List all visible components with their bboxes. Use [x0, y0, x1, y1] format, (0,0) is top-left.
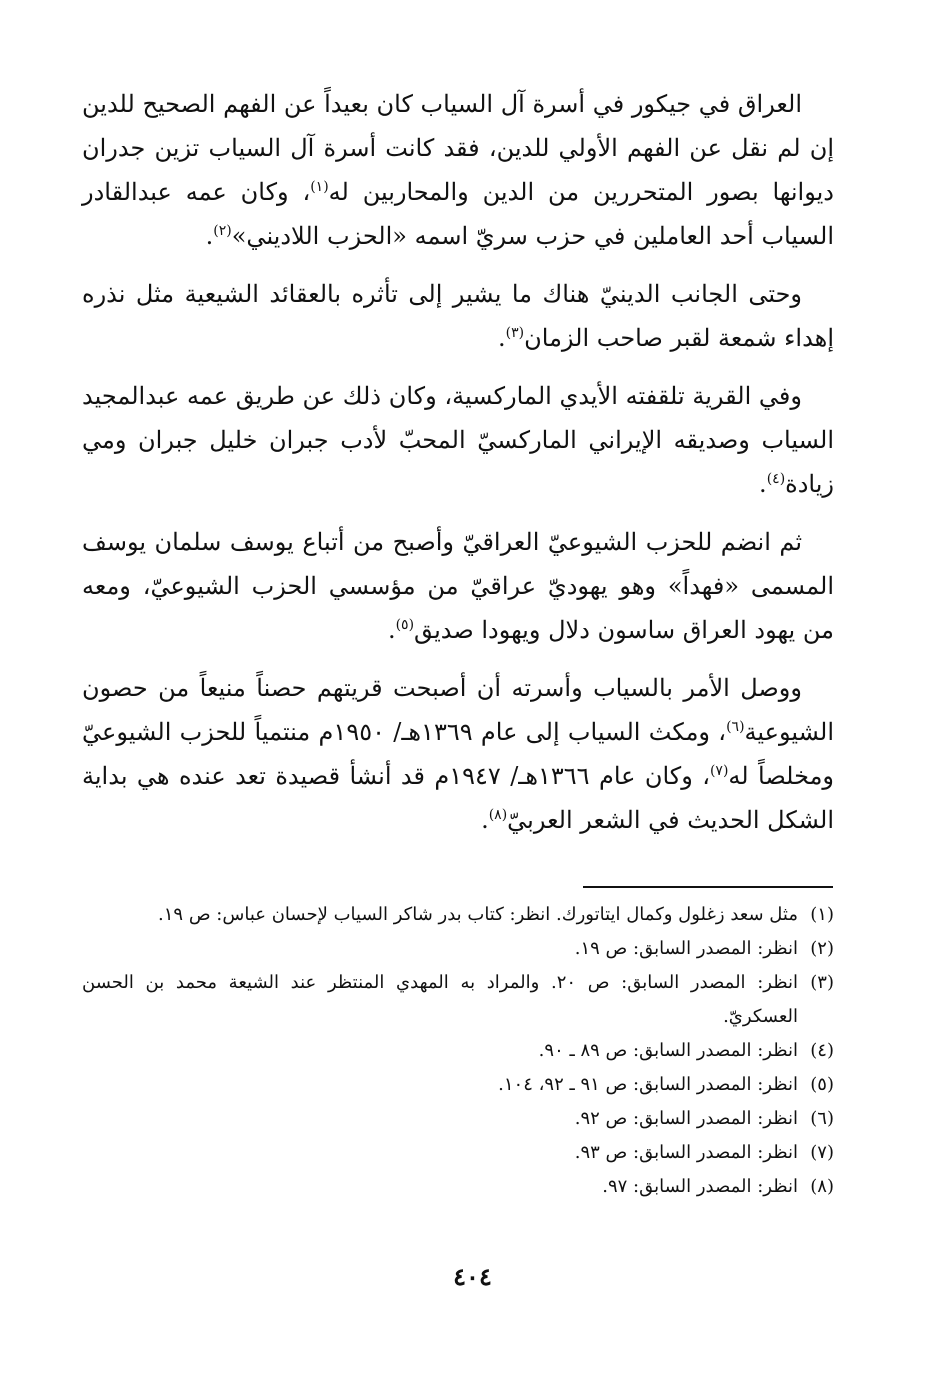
footnote-text: انظر: المصدر السابق: ٩٧.	[602, 1176, 798, 1197]
paragraph-text: .	[205, 222, 214, 250]
footnote	[82, 1034, 834, 1068]
paragraph	[82, 520, 834, 652]
page-number: ٤٠٤	[453, 1262, 492, 1291]
footnote-number: (٦)	[810, 1108, 834, 1129]
paragraph	[82, 272, 834, 360]
footnote-ref[interactable]: (١)	[310, 179, 329, 195]
footnote-separator	[583, 886, 833, 888]
footnote	[82, 932, 834, 966]
paragraph	[82, 374, 834, 506]
paragraph-text: العراق في جيكور في أسرة آل السياب كان بعيداً عن الفهم الصحيح للدين إن لم نقل عن الفهم الأولي للدين، فقد كانت أسرة آل السياب تزين جدران ديوانها بصور المتحررين من الدين والمحاربين له	[82, 90, 834, 206]
footnote-number: (٢)	[810, 938, 834, 959]
paragraph	[82, 666, 834, 842]
body-text	[82, 82, 834, 856]
footnote	[82, 1170, 834, 1204]
paragraph-text: ، وكان عام ١٣٦٦هـ/ ١٩٤٧م قد أنشأ قصيدة تعد عنده هي بداية الشكل الحديث في الشعر العربيّ	[82, 762, 834, 834]
footnote-number: (٤)	[810, 1040, 834, 1061]
footnote-text: مثل سعد زغلول وكمال ايتاتورك. انظر: كتاب بدر شاكر السياب لإحسان عباس: ص ١٩.	[158, 904, 798, 925]
footnote	[82, 1136, 834, 1170]
footnote	[82, 966, 834, 1034]
footnote-ref[interactable]: (٤)	[766, 471, 786, 487]
paragraph-text: .	[481, 806, 489, 834]
paragraph-text: وحتى الجانب الدينيّ هناك ما يشير إلى تأثره بالعقائد الشيعية مثل نذره إهداء شمعة لقبر صاحب الزمان	[82, 280, 834, 352]
footnotes-list	[82, 898, 834, 1204]
footnote-text: انظر: المصدر السابق: ص ١٩.	[574, 938, 798, 959]
paragraph-text: ، وكان عمه عبدالقادر السياب أحد العاملين في حزب سريّ اسمه «الحزب اللاديني»	[82, 178, 834, 250]
footnote-number: (٥)	[810, 1074, 834, 1095]
paragraph-text: ثم انضم للحزب الشيوعيّ العراقيّ وأصبح من أتباع يوسف سلمان يوسف المسمى «فهداً» وهو يهوديّ عراقيّ من مؤسسي الحزب الشيوعيّ، ومعه من يهود العراق ساسون دلال ويهودا صديق	[82, 528, 835, 644]
paragraph-text: وفي القرية تلقفته الأيدي الماركسية، وكان ذلك عن طريق عمه عبدالمجيد السياب وصديقه الإيراني الماركسيّ المحبّ لأدب جبران خليل جبران ومي زيادة	[82, 382, 834, 498]
footnote-ref[interactable]: (٥)	[395, 617, 415, 633]
footnote-text: انظر: المصدر السابق: ص ٩١ ـ ٩٢، ١٠٤.	[498, 1074, 798, 1095]
footnote-ref[interactable]: (٨)	[488, 807, 508, 823]
paragraph-text: ووصل الأمر بالسياب وأسرته أن أصبحت قريتهم حصناً منيعاً من حصون الشيوعية	[82, 674, 834, 746]
footnote-text: انظر: المصدر السابق: ص ٢٠. والمراد به المهدي المنتظر عند الشيعة محمد بن الحسن العسكريّ.	[82, 972, 798, 1027]
footnote-text: انظر: المصدر السابق: ص ٩٢.	[574, 1108, 798, 1129]
footnote-text: انظر: المصدر السابق: ص ٨٩ ـ ٩٠.	[538, 1040, 798, 1061]
paragraph	[82, 82, 834, 258]
footnote-number: (١)	[810, 904, 834, 925]
paragraph-text: .	[387, 616, 396, 644]
footnote-number: (٨)	[810, 1176, 834, 1197]
paragraph-text: ، ومكث السياب إلى عام ١٣٦٩هـ/ ١٩٥٠م منتمياً للحزب الشيوعيّ ومخلصاً له	[82, 718, 835, 790]
footnote	[82, 898, 834, 932]
footnote-text: انظر: المصدر السابق: ص ٩٣.	[574, 1142, 798, 1163]
footnote	[82, 1102, 834, 1136]
footnote	[82, 1068, 834, 1102]
footnote-ref[interactable]: (٣)	[505, 325, 525, 341]
footnote-number: (٣)	[810, 972, 834, 993]
paragraph-text: .	[498, 324, 506, 352]
footnote-ref[interactable]: (٧)	[709, 763, 729, 779]
footnote-ref[interactable]: (٢)	[213, 223, 232, 239]
paragraph-text: .	[759, 470, 767, 498]
footnote-number: (٧)	[810, 1142, 834, 1163]
footnote-ref[interactable]: (٦)	[726, 719, 745, 735]
